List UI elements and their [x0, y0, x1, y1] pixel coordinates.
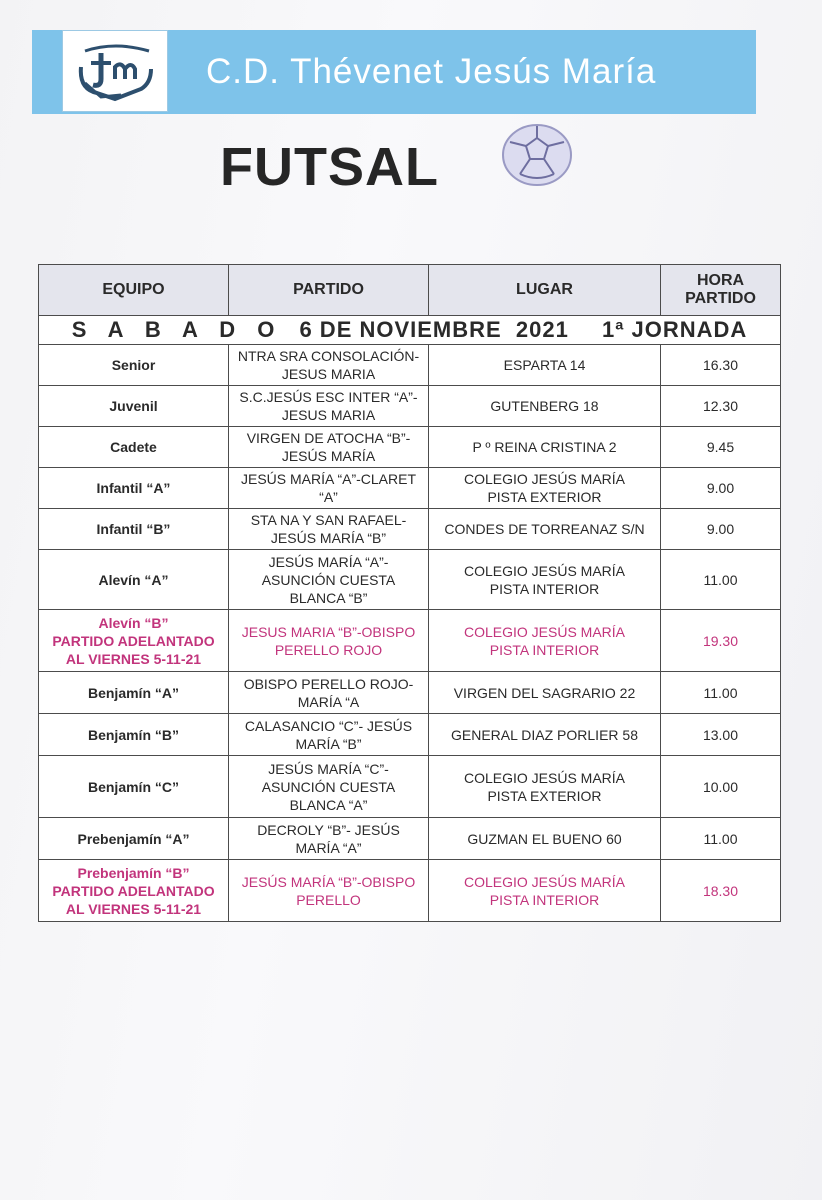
banner-day: S A B A D O: [71, 317, 283, 342]
cell-lugar: P º REINA CRISTINA 2: [429, 427, 661, 468]
schedule-table: [38, 264, 781, 922]
table-row: [39, 550, 781, 610]
cell-partido: DECROLY “B”- JESÚS MARÍA “A”: [229, 818, 429, 860]
cell-equipo: Cadete: [39, 427, 229, 468]
cell-partido: STA NA Y SAN RAFAEL- JESÚS MARÍA “B”: [229, 509, 429, 550]
cell-partido: JESÚS MARÍA “B”-OBISPO PERELLO: [229, 860, 429, 922]
cell-equipo: Senior: [39, 345, 229, 386]
cell-equipo: Benjamín “B”: [39, 714, 229, 756]
cell-hora: 16.30: [661, 345, 781, 386]
cell-hora: 11.00: [661, 672, 781, 714]
cell-lugar: VIRGEN DEL SAGRARIO 22: [429, 672, 661, 714]
date-banner-row: [39, 316, 781, 345]
cell-lugar: COLEGIO JESÚS MARÍA PISTA EXTERIOR: [429, 468, 661, 509]
table-row: [39, 610, 781, 672]
cell-hora: 9.00: [661, 509, 781, 550]
cell-hora: 13.00: [661, 714, 781, 756]
date-banner: [39, 316, 781, 345]
column-header-partido: PARTIDO: [229, 265, 429, 316]
cell-equipo: Infantil “B”: [39, 509, 229, 550]
table-row: [39, 468, 781, 509]
cell-partido: NTRA SRA CONSOLACIÓN- JESUS MARIA: [229, 345, 429, 386]
cell-equipo: Juvenil: [39, 386, 229, 427]
cell-hora: 19.30: [661, 610, 781, 672]
table-row: [39, 672, 781, 714]
cell-partido: JESÚS MARÍA “A”- ASUNCIÓN CUESTA BLANCA “B”: [229, 550, 429, 610]
cell-equipo: Benjamín “A”: [39, 672, 229, 714]
cell-partido: S.C.JESÚS ESC INTER “A”- JESUS MARIA: [229, 386, 429, 427]
cell-lugar: CONDES DE TORREANAZ S/N: [429, 509, 661, 550]
cell-hora: 18.30: [661, 860, 781, 922]
cell-equipo: Infantil “A”: [39, 468, 229, 509]
cell-partido: JESUS MARIA “B”-OBISPO PERELLO ROJO: [229, 610, 429, 672]
cell-equipo: Prebenjamín “B” PARTIDO ADELANTADO AL VIERNES 5-11-21: [39, 860, 229, 922]
table-row: [39, 860, 781, 922]
cell-lugar: COLEGIO JESÚS MARÍA PISTA INTERIOR: [429, 610, 661, 672]
cell-partido: JESÚS MARÍA “C”- ASUNCIÓN CUESTA BLANCA “A”: [229, 756, 429, 818]
cell-lugar: GUZMAN EL BUENO 60: [429, 818, 661, 860]
cell-partido: CALASANCIO “C”- JESÚS MARÍA “B”: [229, 714, 429, 756]
cell-partido: JESÚS MARÍA “A”-CLARET “A”: [229, 468, 429, 509]
cell-partido: VIRGEN DE ATOCHA “B”- JESÚS MARÍA: [229, 427, 429, 468]
cell-lugar: COLEGIO JESÚS MARÍA PISTA EXTERIOR: [429, 756, 661, 818]
cell-equipo: Alevín “A”: [39, 550, 229, 610]
jm-logo-icon: [71, 39, 159, 103]
cell-lugar: COLEGIO JESÚS MARÍA PISTA INTERIOR: [429, 860, 661, 922]
cell-lugar: ESPARTA 14: [429, 345, 661, 386]
cell-equipo: Alevín “B” PARTIDO ADELANTADO AL VIERNES 5-11-21: [39, 610, 229, 672]
cell-hora: 10.00: [661, 756, 781, 818]
table-row: [39, 714, 781, 756]
table-row: [39, 818, 781, 860]
cell-hora: 11.00: [661, 818, 781, 860]
table-row: [39, 386, 781, 427]
cell-lugar: COLEGIO JESÚS MARÍA PISTA INTERIOR: [429, 550, 661, 610]
cell-hora: 11.00: [661, 550, 781, 610]
banner-date: 6 DE NOVIEMBRE 2021: [299, 317, 569, 342]
column-header-equipo: EQUIPO: [39, 265, 229, 316]
cell-hora: 12.30: [661, 386, 781, 427]
sport-title: FUTSAL: [220, 137, 439, 197]
column-header-lugar: LUGAR: [429, 265, 661, 316]
cell-lugar: GUTENBERG 18: [429, 386, 661, 427]
table-header-row: [39, 265, 781, 316]
cell-partido: OBISPO PERELLO ROJO- MARÍA “A: [229, 672, 429, 714]
cell-equipo: Benjamín “C”: [39, 756, 229, 818]
table-row: [39, 509, 781, 550]
cell-lugar: GENERAL DIAZ PORLIER 58: [429, 714, 661, 756]
club-name: C.D. Thévenet Jesús María: [206, 52, 657, 91]
column-header-hora: HORA PARTIDO: [661, 265, 781, 316]
cell-hora: 9.45: [661, 427, 781, 468]
banner-round: 1ª JORNADA: [602, 317, 748, 342]
cell-equipo: Prebenjamín “A”: [39, 818, 229, 860]
table-row: [39, 756, 781, 818]
club-logo: [62, 30, 168, 112]
cell-hora: 9.00: [661, 468, 781, 509]
table-row: [39, 427, 781, 468]
futsal-ball-icon: [500, 122, 574, 188]
table-row: [39, 345, 781, 386]
